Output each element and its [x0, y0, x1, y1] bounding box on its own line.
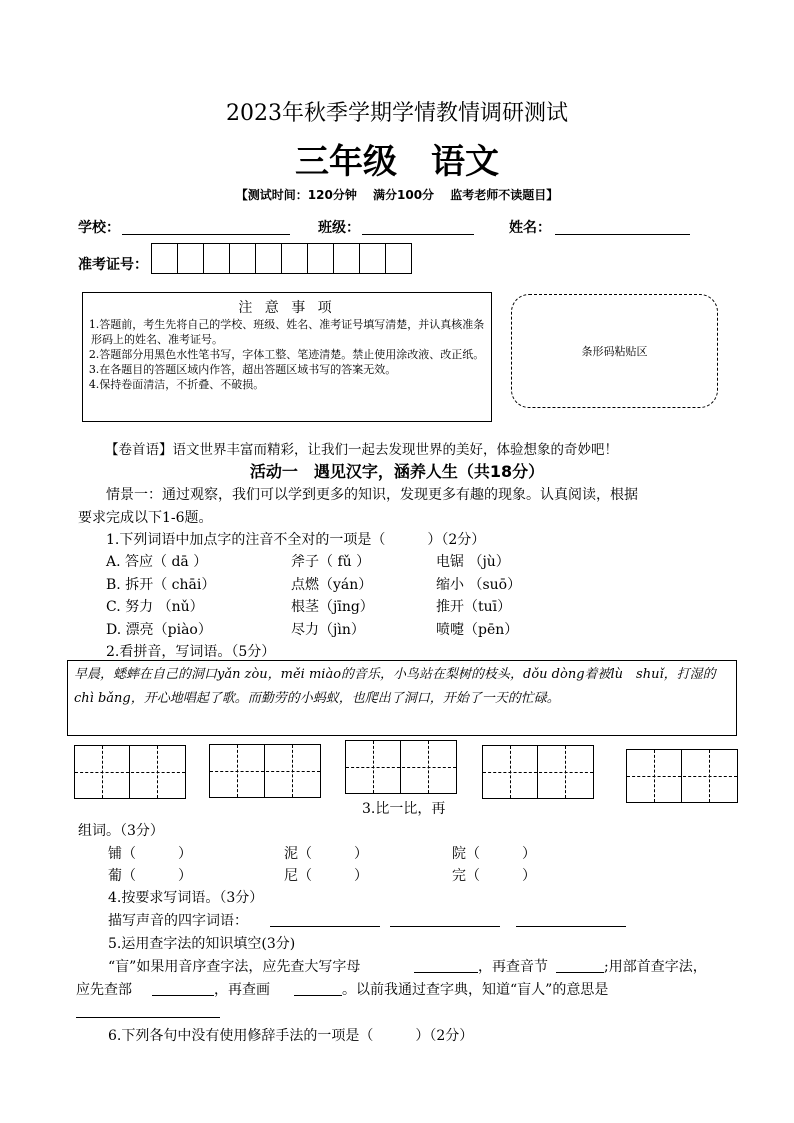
q5-text: 应先查部 [76, 982, 132, 998]
q3-pair: 铺（ ） [108, 846, 192, 862]
q4-blank[interactable] [516, 926, 626, 927]
school-field[interactable] [122, 234, 290, 235]
q4-blank[interactable] [390, 926, 500, 927]
writing-grid[interactable] [626, 749, 738, 803]
q3-pair: 尼（ ） [284, 868, 368, 884]
q5-text: ，再查画 [214, 982, 270, 998]
q1-option-a2: 斧子（ fǔ ） [291, 554, 371, 570]
notice-item: 2.答题部分用黑色水性笔书写，字体工整、笔迹清楚。禁止使用涂改液、改正纸。 [88, 348, 485, 361]
notice-item: 3.在各题目的答题区域内作答，超出答题区域书写的答案无效。 [88, 363, 397, 376]
q5-blank[interactable] [76, 1017, 220, 1018]
q5-text: 。以前我通过查字典，知道“盲人”的意思是 [342, 982, 609, 998]
notice-title: 注 意 事 项 [238, 300, 336, 316]
q1-option-b3: 缩小 （suō） [436, 577, 522, 593]
scenario-line1: 情景一：通过观察，我们可以学到更多的知识，发现更多有趣的现象。认真阅读，根据 [106, 487, 638, 503]
notice-box [82, 292, 492, 422]
id-cell[interactable] [307, 243, 334, 274]
q1-stem: 1.下列词语中加点字的注音不全对的一项是（ ）（2分） [106, 532, 486, 548]
subject-title: 三年级 语文 [295, 142, 499, 182]
exam-info: 【测试时间：120分钟 满分100分 监考老师不读题目】 [235, 188, 559, 202]
id-label: 准考证号： [78, 257, 148, 273]
id-cell[interactable] [333, 243, 360, 274]
id-number-cells[interactable] [152, 243, 412, 272]
q5-text: “盲”如果用音序查字法，应先查大写字母 [108, 959, 361, 975]
q1-option-b2: 点燃（yán） [291, 577, 373, 593]
q1-option-d3: 喷嚏（pēn） [436, 622, 519, 638]
q1-option-b: B. 拆开（ chāi） [106, 577, 216, 593]
q2-stem: 2.看拼音，写词语。（5分） [106, 644, 276, 660]
name-label: 姓名： [509, 220, 551, 236]
q4-line: 描写声音的四字词语： [108, 913, 248, 929]
q3-pair: 葡（ ） [108, 868, 192, 884]
barcode-label: 条形码粘贴区 [581, 345, 648, 358]
q3-stem-part1: 3.比一比，再 [362, 801, 446, 817]
q1-option-c3: 推开（tuī） [436, 599, 512, 615]
id-cell[interactable] [151, 243, 178, 274]
q1-option-d2: 尽力（jìn） [291, 622, 365, 638]
id-cell[interactable] [359, 243, 386, 274]
name-field[interactable] [555, 234, 690, 235]
q1-option-a3: 电锯 （jù） [436, 554, 510, 570]
q5-text: ，再查音节 [478, 959, 548, 975]
school-label: 学校： [78, 220, 120, 236]
q5-blank[interactable] [152, 995, 214, 996]
id-cell[interactable] [281, 243, 308, 274]
q5-blank[interactable] [294, 995, 342, 996]
q3-pair: 完（ ） [452, 868, 536, 884]
q5-blank[interactable] [556, 972, 604, 973]
activity1-title: 活动一 遇见汉字，涵养人生（共18分） [249, 462, 545, 481]
q1-option-c2: 根茎（jīng） [291, 599, 374, 615]
q4-blank[interactable] [270, 926, 380, 927]
notice-item: 1.答题前，考生先将自己的学校、班级、姓名、准考证号填写清楚，并认真核准条形码上的姓名、准考证号。 [88, 318, 485, 346]
q6-stem: 6.下列各句中没有使用修辞手法的一项是（ ）（2分） [108, 1028, 474, 1044]
id-cell[interactable] [385, 243, 412, 274]
q1-option-d: D. 漂亮（piào） [106, 622, 212, 638]
writing-grid[interactable] [482, 745, 594, 799]
preface: 【卷首语】语文世界丰富而精彩，让我们一起去发现世界的美好，体验想象的奇妙吧！ [105, 442, 618, 458]
writing-grid[interactable] [74, 745, 186, 799]
q1-option-c: C. 努力 （nǔ） [106, 599, 204, 615]
class-field[interactable] [362, 234, 474, 235]
notice-item: 4.保持卷面清洁，不折叠、不破损。 [88, 378, 265, 391]
q5-blank[interactable] [414, 972, 478, 973]
id-cell[interactable] [203, 243, 230, 274]
q5-text: ;用部首查字法， [604, 959, 707, 975]
q5-stem: 5.运用查字法的知识填空(3分) [108, 936, 296, 952]
class-label: 班级： [318, 220, 360, 236]
writing-grid[interactable] [345, 740, 457, 794]
id-cell[interactable] [177, 243, 204, 274]
pinyin-passage: 早晨，蟋蟀在自己的洞口yǎn zòu，měi miào的音乐，小鸟站在梨树的枝头，dǒu dòng着被lù shuǐ，打湿的chì bǎng，开心地唱起了歌。而勤劳的小蚂蚁，也爬出了洞口，开始了一天的忙碌。 [67, 660, 737, 736]
q3-pair: 泥（ ） [284, 846, 368, 862]
writing-grid[interactable] [209, 744, 321, 798]
exam-title: 2023年秋季学期学情教情调研测试 [226, 101, 568, 126]
id-cell[interactable] [255, 243, 282, 274]
scenario-line2: 要求完成以下1-6题。 [78, 510, 213, 526]
q1-option-a: A. 答应（ dā ） [106, 554, 208, 570]
id-cell[interactable] [229, 243, 256, 274]
q3-stem-part2: 组词。（3分） [78, 823, 164, 839]
barcode-area [511, 294, 718, 408]
q4-stem: 4.按要求写词语。（3分） [108, 890, 264, 906]
q3-pair: 院（ ） [452, 846, 536, 862]
